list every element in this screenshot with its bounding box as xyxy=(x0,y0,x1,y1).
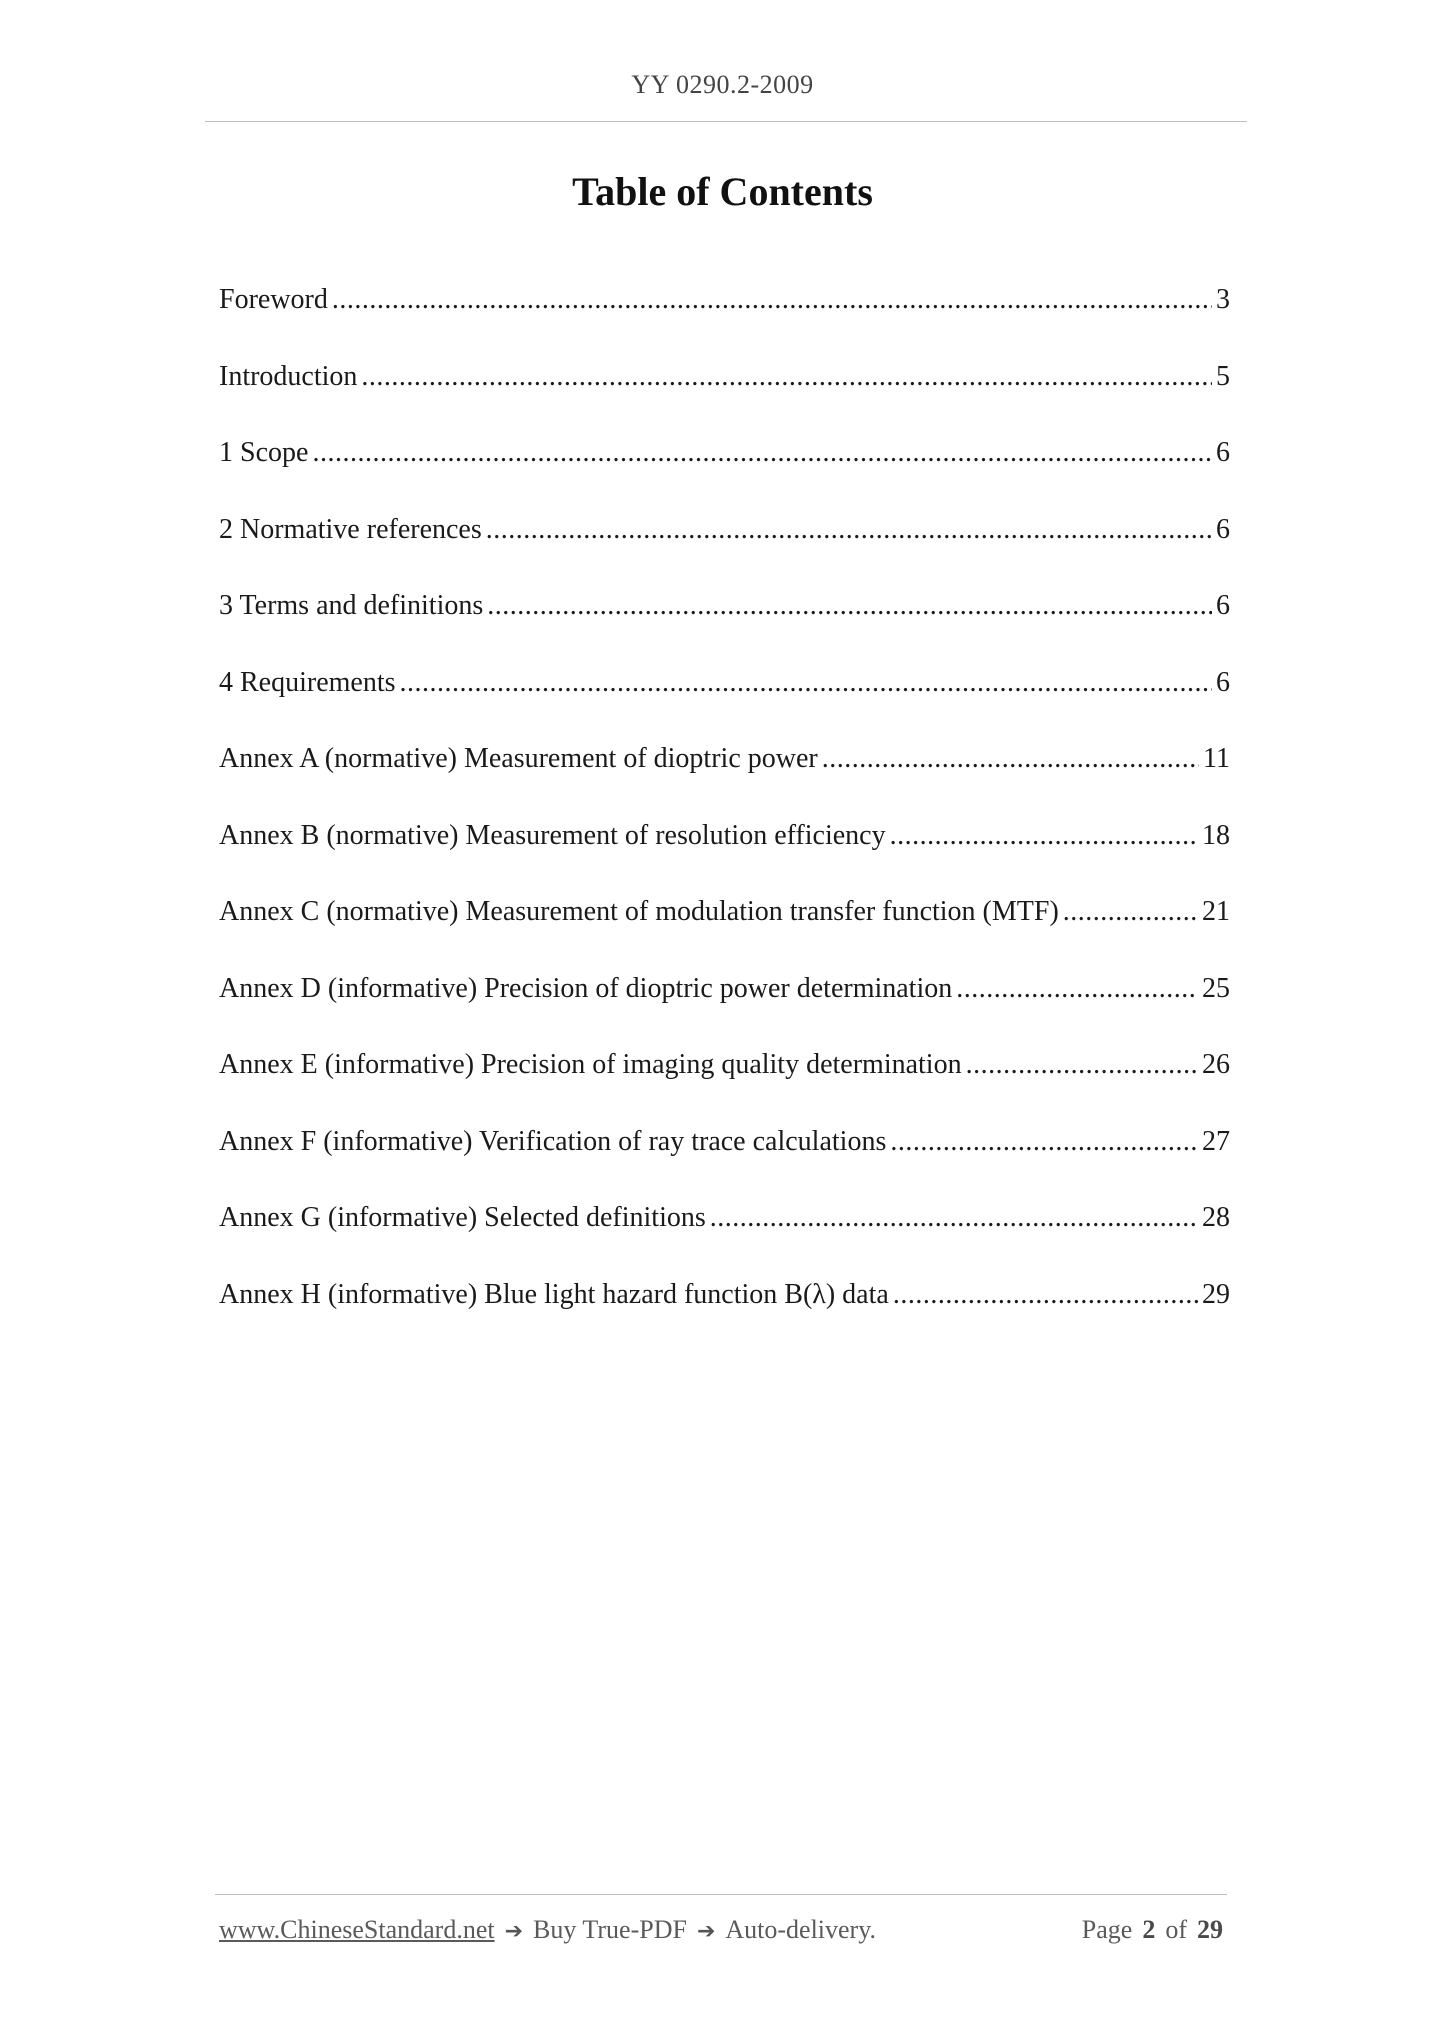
toc-entry-annex-c[interactable] xyxy=(219,896,1230,973)
toc-entry-label: Annex B (normative) Measurement of resolution efficiency xyxy=(219,819,886,851)
website-link[interactable]: www.ChineseStandard.net xyxy=(219,1915,495,1944)
toc-entry-label: 3 Terms and definitions xyxy=(219,590,484,621)
toc-leader-dots xyxy=(332,284,1212,316)
toc-leader-dots xyxy=(966,1049,1198,1081)
toc-entry-scope[interactable] xyxy=(219,437,1230,514)
toc-entry-annex-f[interactable] xyxy=(219,1126,1230,1203)
current-page-number: 2 xyxy=(1142,1915,1156,1944)
footer-step-buy: Buy True-PDF xyxy=(533,1915,687,1944)
toc-entry-annex-b[interactable] xyxy=(219,820,1230,897)
toc-entry-label: Annex G (informative) Selected definitions xyxy=(219,1202,706,1233)
page-number xyxy=(1082,1915,1223,1945)
toc-entry-label: Introduction xyxy=(219,360,358,392)
toc-entry-label: 2 Normative references xyxy=(219,513,482,545)
toc-entry-annex-g[interactable] xyxy=(219,1202,1230,1279)
toc-leader-dots xyxy=(361,361,1212,393)
toc-leader-dots xyxy=(956,973,1198,1005)
toc-entry-label: Annex A (normative) Measurement of dioptric power xyxy=(219,743,818,774)
toc-entry-page: 6 xyxy=(1216,590,1230,621)
toc-entry-label: Annex F (informative) Verification of ray trace calculations xyxy=(219,1125,887,1157)
toc-entry-terms-and-definitions[interactable] xyxy=(219,590,1230,667)
right-arrow-icon: ➔ xyxy=(504,1919,524,1944)
toc-entry-page: 11 xyxy=(1203,743,1230,774)
toc-leader-dots xyxy=(893,1279,1198,1311)
footer-step-delivery: Auto-delivery. xyxy=(725,1915,877,1944)
toc-entry-page: 5 xyxy=(1216,360,1230,392)
toc-entry-label: Annex H (informative) Blue light hazard function B(λ) data xyxy=(219,1278,889,1310)
toc-leader-dots xyxy=(487,590,1212,622)
toc-entry-label: 1 Scope xyxy=(219,437,309,468)
toc-leader-dots xyxy=(710,1202,1198,1234)
toc-entry-annex-a[interactable] xyxy=(219,743,1230,820)
page-word: Page xyxy=(1081,1915,1133,1944)
total-pages-number: 29 xyxy=(1197,1915,1223,1944)
toc-list xyxy=(219,284,1230,1355)
toc-entry-annex-d[interactable] xyxy=(219,973,1230,1050)
toc-entry-page: 6 xyxy=(1216,513,1230,545)
of-word: of xyxy=(1165,1915,1187,1944)
toc-leader-dots xyxy=(822,743,1199,775)
toc-leader-dots xyxy=(486,514,1212,546)
toc-entry-foreword[interactable] xyxy=(219,284,1230,361)
toc-leader-dots xyxy=(890,820,1198,852)
header-divider xyxy=(205,121,1247,122)
toc-entry-page: 6 xyxy=(1216,437,1230,468)
toc-entry-page: 18 xyxy=(1202,819,1230,851)
toc-leader-dots xyxy=(312,437,1212,469)
right-arrow-icon: ➔ xyxy=(696,1919,716,1944)
page-title: Table of Contents xyxy=(572,169,873,214)
footer-promo xyxy=(219,1915,876,1945)
toc-entry-page: 28 xyxy=(1202,1202,1230,1233)
footer-divider xyxy=(215,1894,1227,1895)
toc-entry-page: 3 xyxy=(1216,284,1230,315)
page-footer xyxy=(219,1915,1223,1945)
toc-entry-page: 29 xyxy=(1202,1278,1230,1310)
page-header: YY 0290.2-2009 xyxy=(631,70,814,99)
toc-entry-introduction[interactable] xyxy=(219,361,1230,438)
toc-entry-page: 21 xyxy=(1202,896,1230,927)
toc-entry-label: Annex C (normative) Measurement of modulation transfer function (MTF) xyxy=(219,896,1059,927)
toc-entry-label: 4 Requirements xyxy=(219,666,396,698)
toc-entry-annex-e[interactable] xyxy=(219,1049,1230,1126)
toc-leader-dots xyxy=(1063,896,1198,928)
toc-entry-label: Annex D (informative) Precision of dioptric power determination xyxy=(219,972,953,1004)
toc-entry-page: 25 xyxy=(1202,972,1230,1004)
toc-entry-label: Foreword xyxy=(219,284,328,315)
toc-entry-page: 26 xyxy=(1202,1049,1230,1080)
toc-entry-page: 27 xyxy=(1202,1125,1230,1157)
toc-entry-normative-references[interactable] xyxy=(219,514,1230,591)
toc-entry-label: Annex E (informative) Precision of imaging quality determination xyxy=(219,1049,962,1080)
toc-leader-dots xyxy=(890,1126,1198,1158)
toc-entry-requirements[interactable] xyxy=(219,667,1230,744)
toc-entry-page: 6 xyxy=(1216,666,1230,698)
toc-entry-annex-h[interactable] xyxy=(219,1279,1230,1356)
toc-leader-dots xyxy=(400,667,1212,699)
